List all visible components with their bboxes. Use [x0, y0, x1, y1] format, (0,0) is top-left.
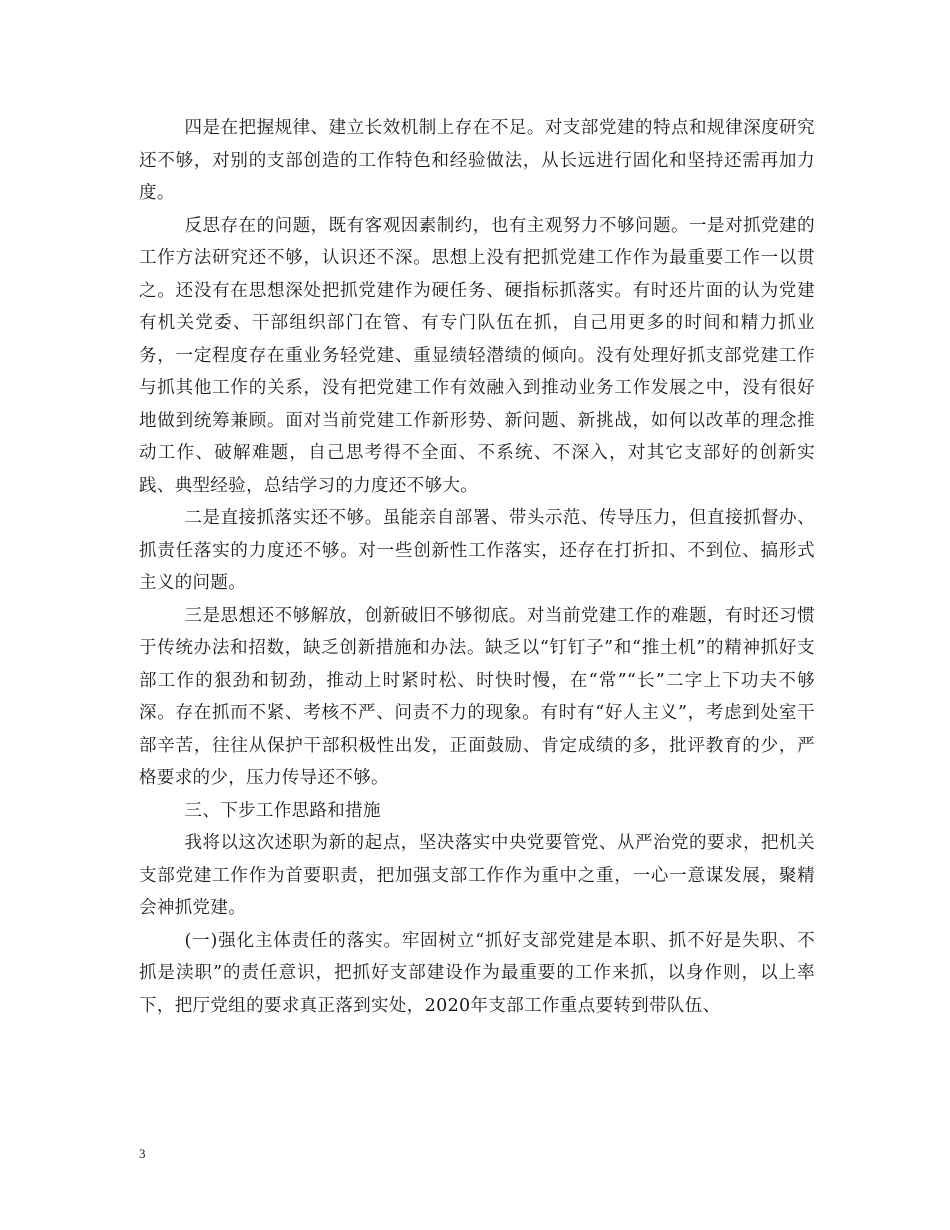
paragraph-implementation: 二是直接抓落实还不够。虽能亲自部署、带头示范、传导压力，但直接抓督办、抓责任落实的力度还不够。对一些创新性工作落实，还存在打折扣、不到位、搞形式主义的问题。	[139, 508, 815, 593]
document-body	[139, 112, 815, 1022]
paragraph-rules-mechanism: 四是在把握规律、建立长效机制上存在不足。对支部党建的特点和规律深度研究还不够，对别的支部创造的工作特色和经验做法，从长远进行固化和坚持还需再加力度。	[139, 118, 815, 203]
page-number: 3	[139, 1146, 146, 1161]
paragraph-responsibility: (一)强化主体责任的落实。牢固树立“抓好支部党建是本职、抓不好是失职、不抓是渎职”的责任意识，把抓好支部建设作为最重要的工作来抓，以身作则，以上率下，把厅党组的要求真正落到实处，2020年支部工作重点要转到带队伍、	[139, 930, 815, 1016]
paragraph-thinking: 三是思想还不够解放，创新破旧不够彻底。对当前党建工作的难题，有时还习惯于传统办法和招数，缺乏创新措施和办法。缺乏以“钉钉子”和“推土机”的精神抓好支部工作的狠劲和韧劲，推动上时紧时松、时快时慢，在“常”“长”二字上下功夫不够深。存在抓而不紧、考核不严、问责不力的现象。有时有“好人主义”，考虑到处室干部辛苦，往往从保护干部积极性出发，正面鼓励、肯定成绩的多，批评教育的少，严格要求的少，压力传导还不够。	[139, 605, 815, 788]
section-heading-next-steps: 三、下步工作思路和措施	[184, 800, 381, 821]
paragraph-reflection: 反思存在的问题，既有客观因素制约，也有主观努力不够问题。一是对抓党建的工作方法研究还不够，认识还不深。思想上没有把抓党建工作作为最重要工作一以贯之。还没有在思想深处把抓党建作为硬任务、硬指标抓落实。有时还片面的认为党建有机关党委、干部组织部门在管、有专门队伍在抓，自己用更多的时间和精力抓业务，一定程度存在重业务轻党建、重显绩轻潜绩的倾向。没有处理好抓支部党建工作与抓其他工作的关系，没有把党建工作有效融入到推动业务工作发展之中，没有很好地做到统筹兼顾。面对当前党建工作新形势、新问题、新挑战，如何以改革的理念推动工作、破解难题，自己思考得不全面、不系统、不深入，对其它支部好的创新实践、典型经验，总结学习的力度还不够大。	[139, 215, 815, 496]
paragraph-commitment: 我将以这次述职为新的起点，坚决落实中央党要管党、从严治党的要求，把机关支部党建工作作为首要职责，把加强支部工作作为重中之重，一心一意谋发展，聚精会神抓党建。	[139, 833, 815, 918]
